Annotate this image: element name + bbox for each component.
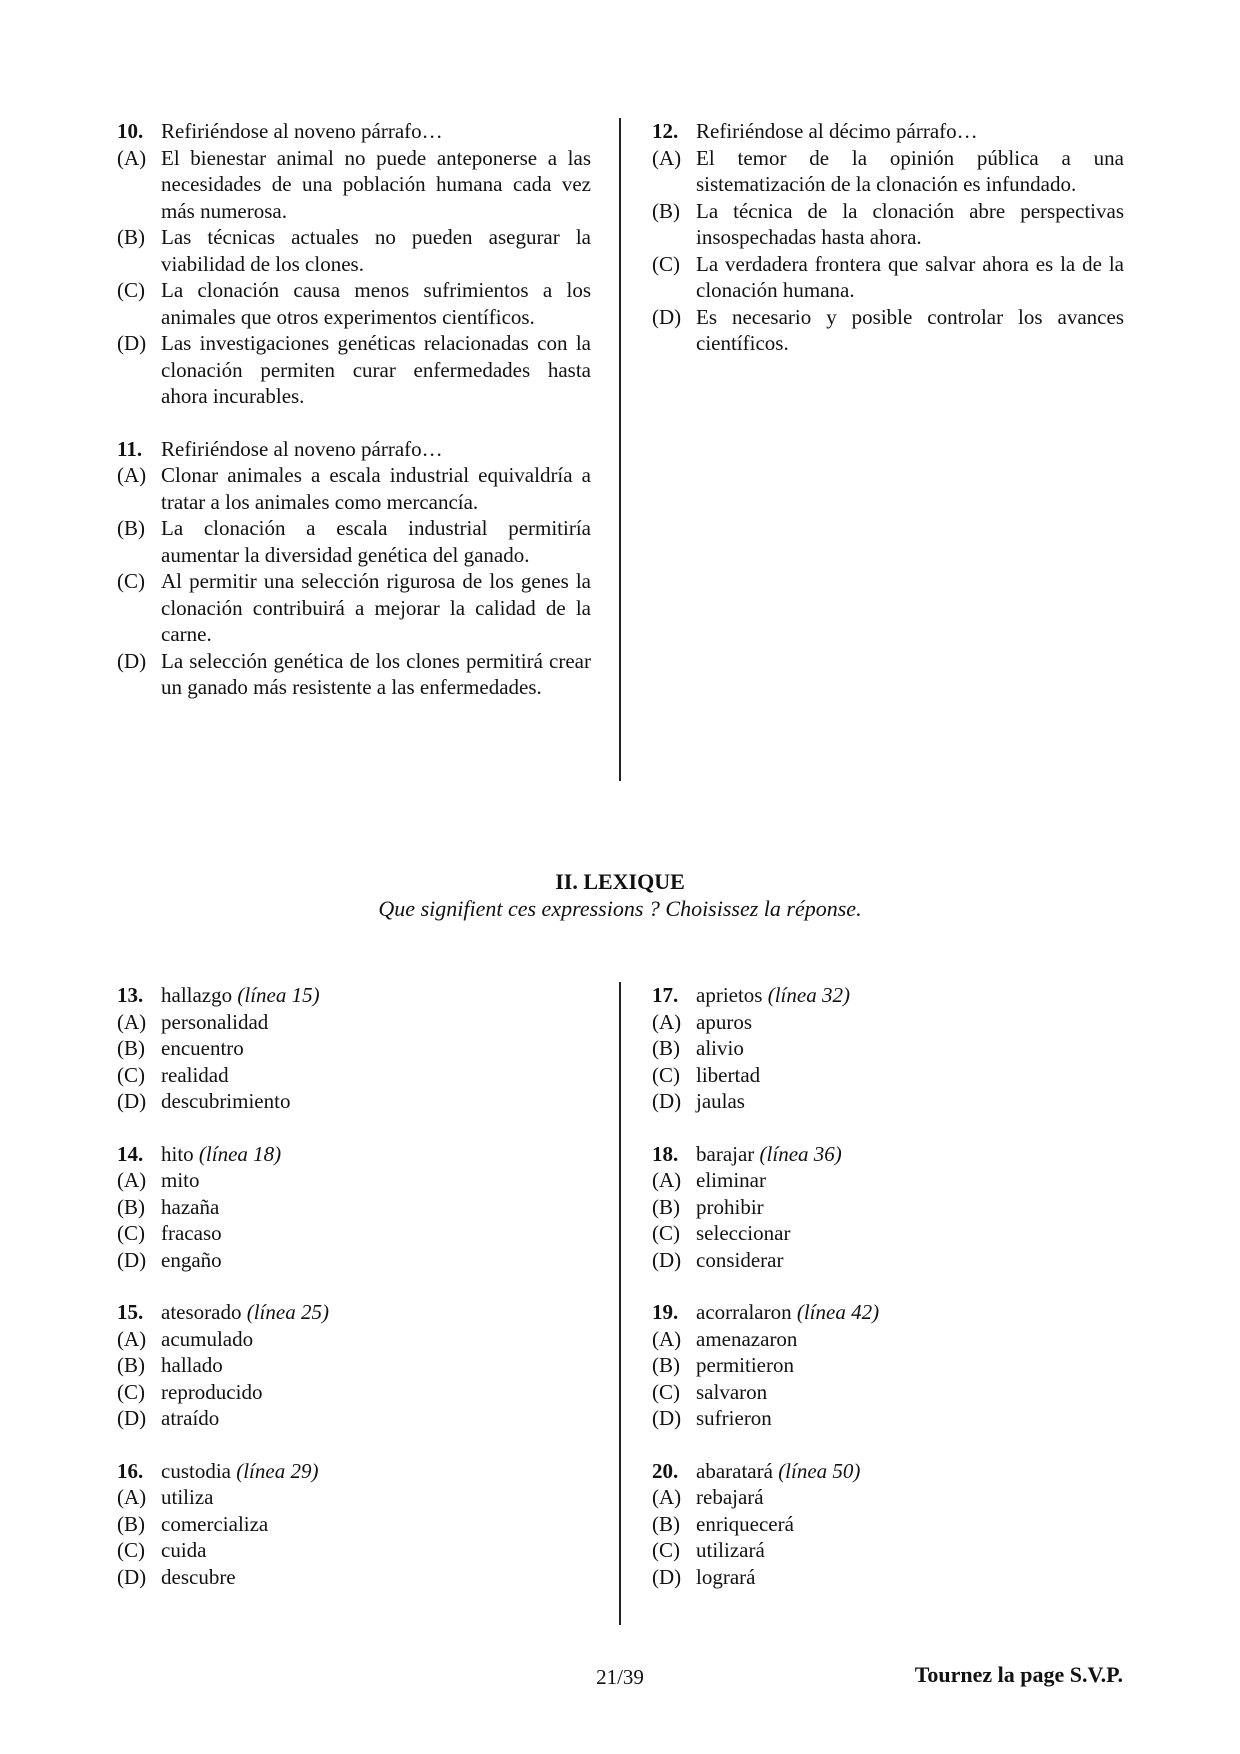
comprehension-right-column — [652, 118, 1124, 383]
option-d: (D) engaño — [117, 1247, 222, 1272]
question-15 — [117, 1299, 591, 1432]
lexique-left-column — [117, 982, 591, 1616]
question-number: 19. — [652, 1300, 679, 1324]
question-20 — [652, 1458, 1124, 1591]
question-word: custodia — [161, 1458, 231, 1483]
option-c: (C) Al permitir una selección rigurosa de los genes la clonación contribuirá a mejorar la calidad de la carne. — [117, 569, 591, 646]
option-d: (D) La selección genética de los clones permitirá crear un ganado más resistente a las enfermedades. — [117, 648, 591, 699]
turn-page-note: Tournez la page S.V.P. — [914, 1662, 1123, 1687]
question-11 — [117, 436, 591, 701]
option-c: (C) fracaso — [117, 1221, 222, 1245]
option-d: (D) jaulas — [652, 1089, 745, 1113]
option-b: (B) encuentro — [117, 1036, 244, 1060]
option-d: (D) considerar — [652, 1247, 784, 1272]
question-word: abaratará — [696, 1458, 773, 1483]
option-c: (C) La verdadera frontera que salvar ahora es la de la clonación humana. — [652, 251, 1124, 302]
section-subtitle: Que signifient ces expressions ? Choisissez la réponse. — [378, 896, 862, 921]
option-a: (A) rebajará — [652, 1485, 764, 1509]
question-line-ref: (línea 50) — [778, 1458, 861, 1483]
option-b: (B) prohibir — [652, 1194, 764, 1219]
question-number: 11. — [117, 436, 143, 461]
question-16 — [117, 1458, 591, 1591]
option-c: (C) La clonación causa menos sufrimientos a los animales que otros experimentos científicos. — [117, 278, 591, 329]
option-c: (C) utilizará — [652, 1538, 765, 1562]
question-number: 17. — [652, 983, 679, 1007]
question-line-ref: (línea 42) — [796, 1300, 880, 1324]
option-b: (B) hazaña — [117, 1194, 220, 1219]
question-word: acorralaron — [696, 1300, 792, 1324]
column-divider-bottom — [619, 982, 621, 1625]
option-b: (B) alivio — [652, 1036, 744, 1060]
option-b: (B) Las técnicas actuales no pueden asegurar la viabilidad de los clones. — [117, 225, 591, 276]
option-b: (B) permitieron — [652, 1353, 794, 1377]
option-b: (B) enriquecerá — [652, 1511, 794, 1536]
question-word: atesorado — [161, 1300, 242, 1324]
option-d: (D) logrará — [652, 1564, 756, 1589]
option-a: (A) eliminar — [652, 1168, 766, 1192]
option-d: (D) atraído — [117, 1406, 220, 1430]
option-a: (A) Clonar animales a escala industrial equivaldría a tratar a los animales como mercancía. — [117, 463, 591, 514]
option-a: (A) acumulado — [117, 1326, 254, 1351]
option-c: (C) salvaron — [652, 1379, 768, 1404]
page-number: 21/39 — [596, 1665, 644, 1689]
option-b: (B) comercializa — [117, 1511, 269, 1536]
question-prompt: Refiriéndose al décimo párrafo… — [696, 119, 978, 143]
option-a: (A) apuros — [652, 1009, 752, 1034]
question-line-ref: (línea 18) — [198, 1141, 282, 1166]
question-number: 20. — [652, 1458, 679, 1483]
option-d: (D) descubre — [117, 1564, 236, 1589]
question-line-ref: (línea 15) — [237, 983, 320, 1007]
comprehension-left-column — [117, 118, 591, 727]
question-word: hallazgo — [161, 983, 233, 1007]
question-number: 10. — [117, 119, 144, 143]
option-a: (A) amenazaron — [652, 1326, 798, 1351]
option-b: (B) La clonación a escala industrial permitiría aumentar la diversidad genética del ganado. — [117, 516, 591, 567]
lexique-right-column — [652, 982, 1124, 1616]
question-word: aprietos — [696, 983, 763, 1007]
option-b: (B) hallado — [117, 1353, 223, 1377]
option-c: (C) libertad — [652, 1062, 761, 1087]
option-a: (A) personalidad — [117, 1009, 269, 1034]
column-divider-top — [619, 118, 621, 781]
question-14 — [117, 1141, 591, 1274]
question-number: 13. — [117, 983, 144, 1007]
question-18 — [652, 1141, 1124, 1274]
option-b: (B) La técnica de la clonación abre perspectivas insospechadas hasta ahora. — [652, 198, 1124, 249]
option-d: (D) descubrimiento — [117, 1089, 291, 1113]
question-line-ref: (línea 36) — [759, 1141, 842, 1166]
question-word: hito — [161, 1141, 194, 1166]
option-a: (A) El bienestar animal no puede anteponerse a las necesidades de una población humana cada vez más numerosa. — [117, 145, 591, 223]
option-a: (A) El temor de la opinión pública a una sistematización de la clonación es infundado. — [652, 145, 1124, 196]
question-number: 16. — [117, 1458, 144, 1483]
option-a: (A) mito — [117, 1168, 200, 1192]
question-12 — [652, 118, 1124, 357]
option-c: (C) cuida — [117, 1538, 207, 1562]
question-10 — [117, 118, 591, 410]
question-line-ref: (línea 29) — [236, 1458, 319, 1483]
option-c: (C) reproducido — [117, 1379, 263, 1404]
option-c: (C) realidad — [117, 1062, 229, 1087]
option-d: (D) Las investigaciones genéticas relacionadas con la clonación permiten curar enfermedades hasta ahora incurables. — [117, 331, 591, 408]
question-number: 18. — [652, 1141, 679, 1166]
question-line-ref: (línea 25) — [246, 1300, 329, 1324]
question-19 — [652, 1299, 1124, 1432]
question-line-ref: (línea 32) — [767, 983, 850, 1007]
question-prompt: Refiriéndose al noveno párrafo… — [161, 436, 443, 461]
question-17 — [652, 982, 1124, 1115]
question-number: 15. — [117, 1300, 144, 1324]
question-13 — [117, 982, 591, 1115]
question-prompt: Refiriéndose al noveno párrafo… — [161, 119, 443, 143]
question-word: barajar — [696, 1141, 755, 1166]
option-c: (C) seleccionar — [652, 1221, 791, 1245]
option-d: (D) sufrieron — [652, 1406, 772, 1430]
section-title: II. LEXIQUE — [555, 869, 685, 894]
section-heading — [0, 868, 1240, 922]
question-number: 12. — [652, 119, 679, 143]
option-d: (D) Es necesario y posible controlar los avances científicos. — [652, 304, 1124, 355]
question-number: 14. — [117, 1141, 144, 1166]
option-a: (A) utiliza — [117, 1485, 214, 1509]
